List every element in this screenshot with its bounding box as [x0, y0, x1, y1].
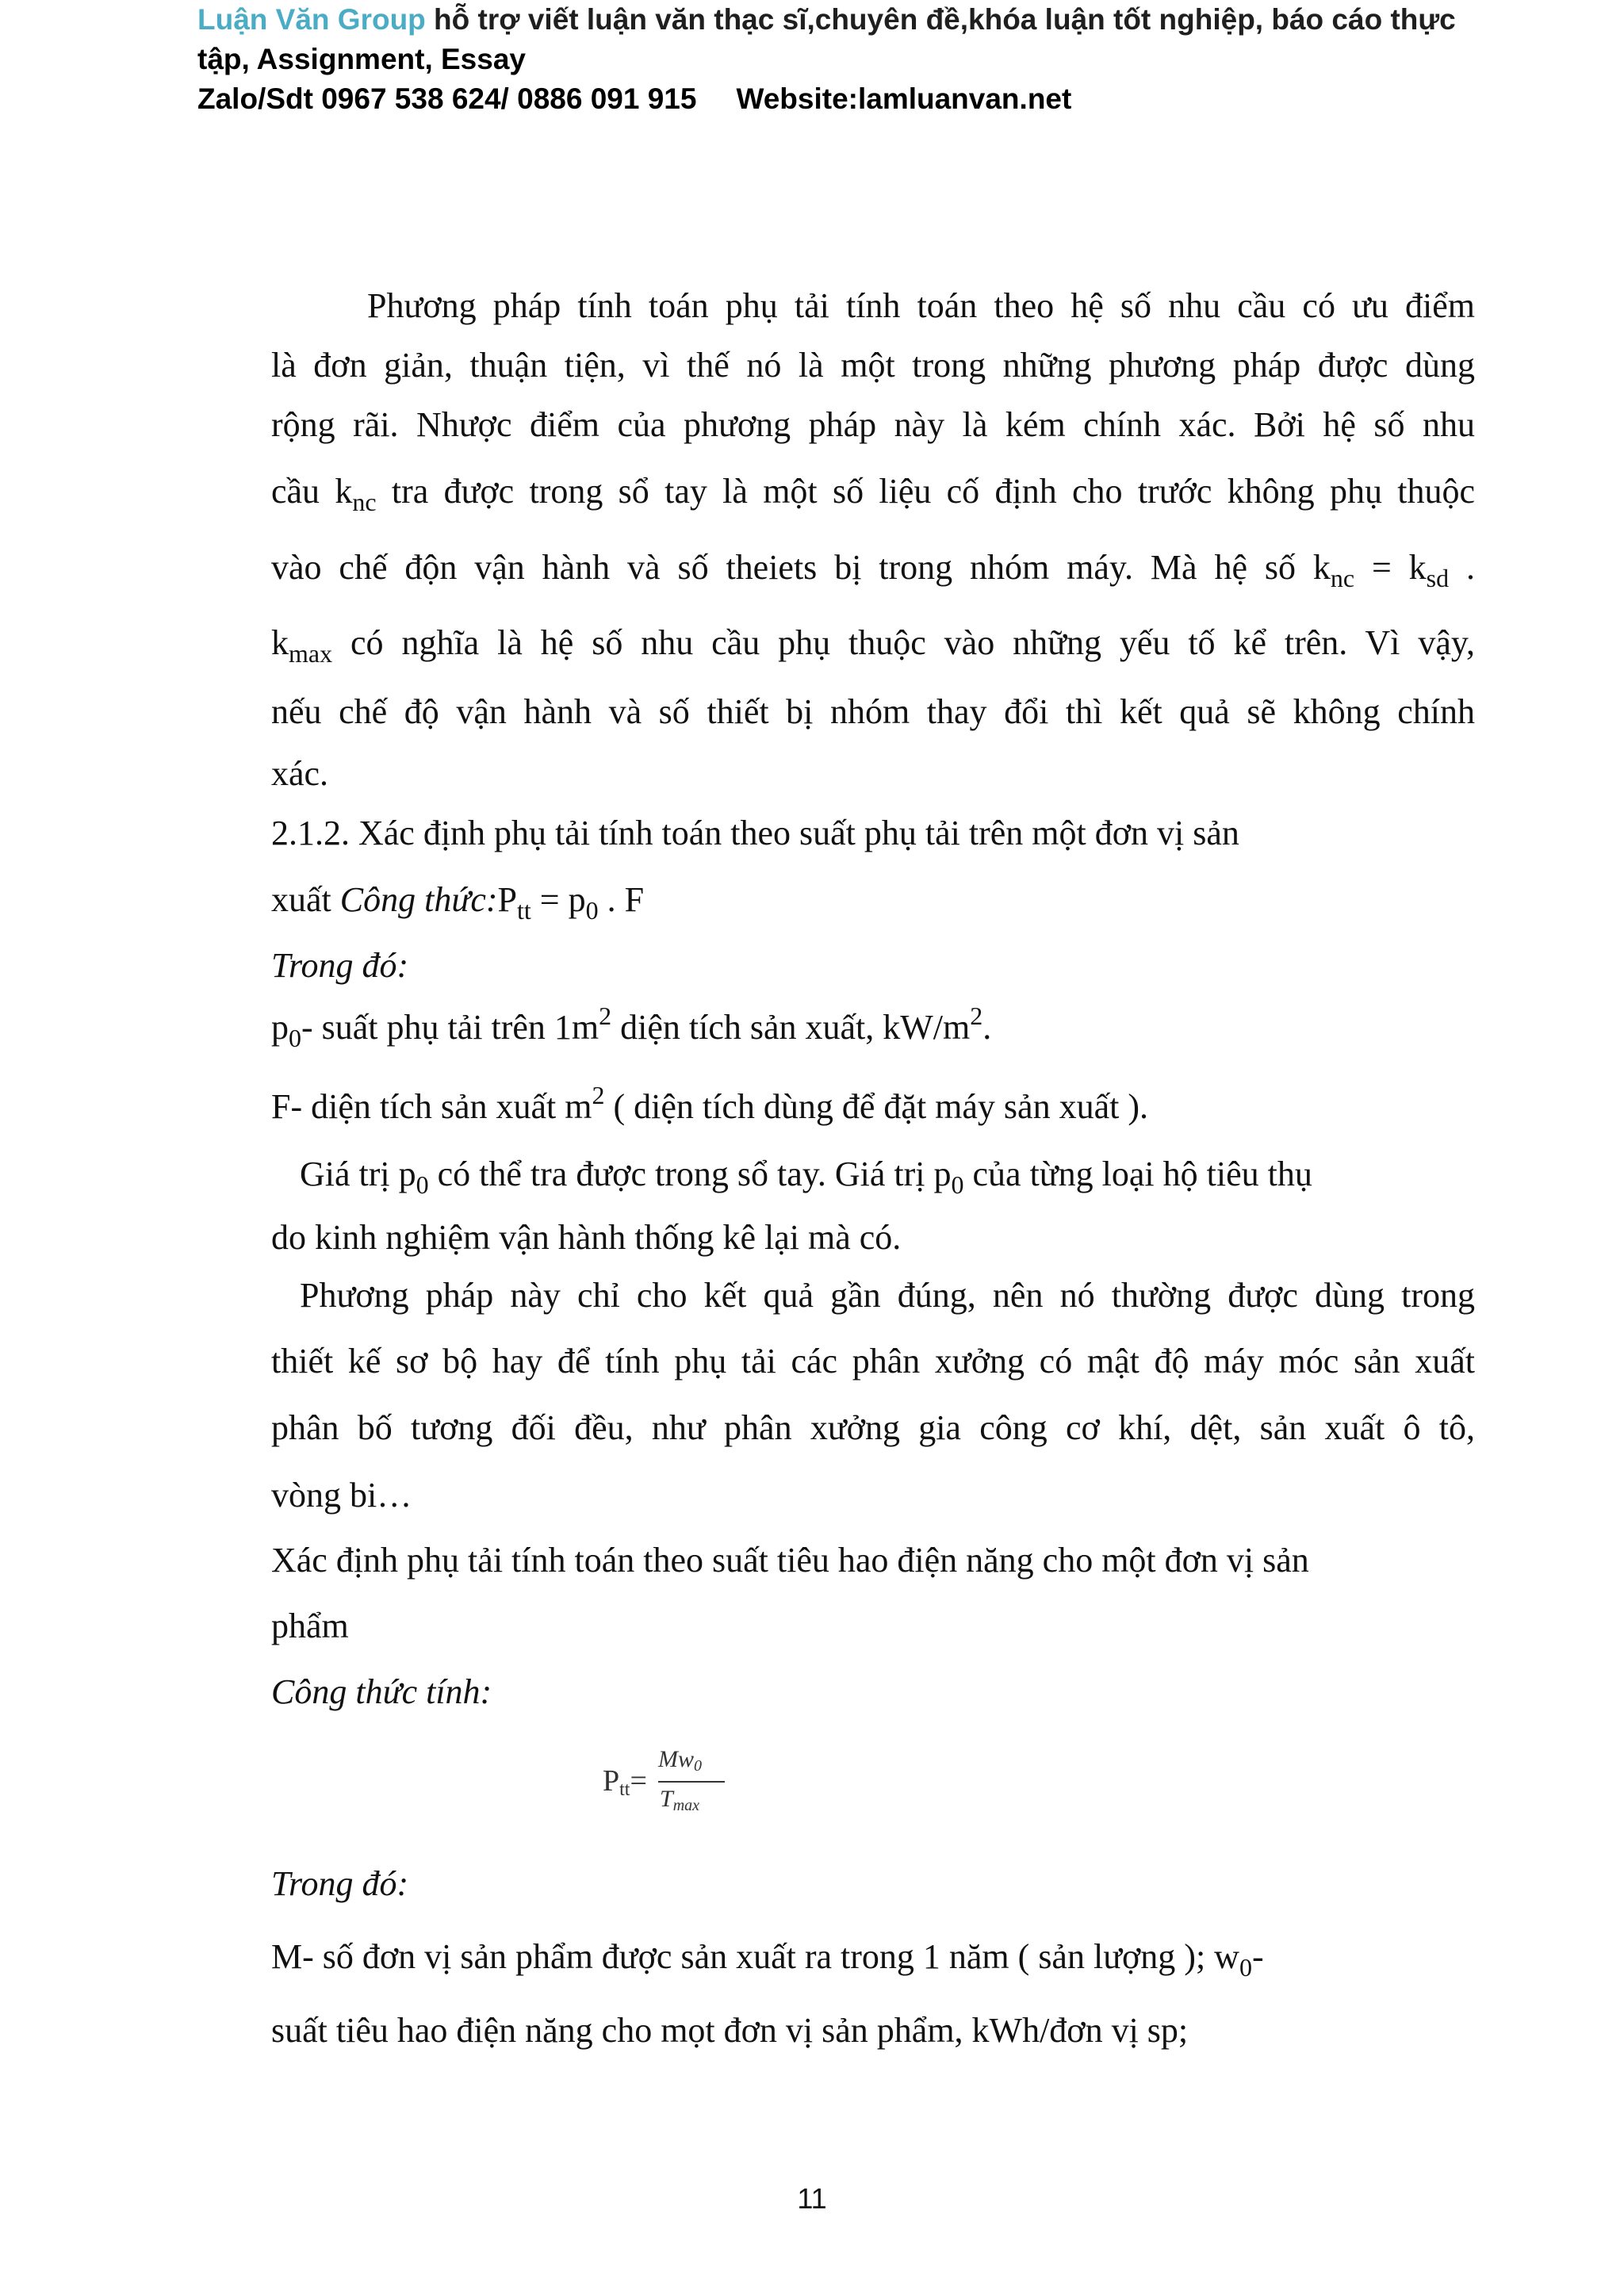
para1-line6: $k_{max}$ có nghĩa là hệ số nhu cầu phụ thuộc vào những yếu tố kể trên. Vì vậy, [271, 623, 1475, 668]
formula-numerator: $Mw_0$ [658, 1746, 702, 1775]
header-line-1 [197, 3, 1456, 36]
p0-value-line2: do kinh nghiệm vận hành thống kê lại mà có. [271, 1218, 902, 1257]
method-line3: phân bố tương đối đều, như phân xưởng gia công cơ khí, dệt, sản xuất ô tô, [271, 1408, 1475, 1447]
para1-line2: là đơn giản, thuận tiện, vì thế nó là một trong những phương pháp được dùng [271, 346, 1475, 385]
para1-line5: vào chế độn vận hành và số theiets bị trong nhóm máy. Mà hệ số $k_{nc} = k_{sd}$ . [271, 548, 1475, 592]
method-line1: Phương pháp này chỉ cho kết quả gần đúng, nên nó thường được dùng trong [300, 1276, 1475, 1315]
header-brand: Luận Văn Group [197, 3, 426, 36]
formula-lhs: $P_{tt}=$ [603, 1764, 647, 1800]
para1-line8: xác. [271, 754, 329, 793]
formula-fraction-bar [658, 1781, 725, 1783]
M-definition-line1: M- số đơn vị sản phẩm được sản xuất ra trong 1 năm ( sản lượng ); $w_0-$ [271, 1937, 1264, 1982]
header-line-2: tập, Assignment, Essay [197, 43, 526, 75]
p0-value-line1: Giá trị $p_0$ có thể tra được trong sổ tay. Giá trị $p_0$ của từng loại hộ tiêu thụ [300, 1155, 1312, 1199]
formula-denominator: $T_{max}$ [660, 1786, 700, 1814]
formula-label: Công thức tính: [271, 1672, 492, 1711]
where-label-2: Trong đó: [271, 1864, 409, 1903]
where-label-1: Trong đó: [271, 946, 409, 985]
para1-line7: nếu chế độ vận hành và số thiết bị nhóm thay đổi thì kết quả sẽ không chính [271, 692, 1475, 731]
F-definition: F- diện tích sản xuất $m^2$ ( diện tích dùng để đặt máy sản xuất ). [271, 1081, 1148, 1126]
para1-line4: cầu $k_{nc}$ tra được trong sổ tay là một số liệu cố định cho trước không phụ thuộc [271, 472, 1475, 516]
header-website: Website:lamluanvan.net [736, 82, 1072, 115]
para1-line1: Phương pháp tính toán phụ tải tính toán theo hệ số nhu cầu có ưu điểm [367, 286, 1475, 325]
header-tagline: hỗ trợ viết luận văn thạc sĩ,chuyên đề,khóa luận tốt nghiệp, báo cáo thực [425, 3, 1456, 36]
header-contact-line [197, 82, 1071, 116]
method-line2: thiết kế sơ bộ hay để tính phụ tải các phân xưởng có mật độ máy móc sản xuất [271, 1342, 1475, 1381]
header-phone: Zalo/Sdt 0967 538 624/ 0886 091 915 [197, 82, 697, 115]
section-2-1-2-heading: 2.1.2. Xác định phụ tải tính toán theo suất phụ tải trên một đơn vị sản [271, 814, 1239, 852]
energy-heading-line1: Xác định phụ tải tính toán theo suất tiêu hao điện năng cho một đơn vị sản [271, 1541, 1309, 1580]
M-definition-line2: suất tiêu hao điện năng cho mọt đơn vị sản phẩm, kWh/đơn vị sp; [271, 2011, 1189, 2050]
section-2-1-2-formula-line: xuất Công $thức:P_{tt} = p_0$ . F [271, 880, 645, 925]
para1-line3: rộng rãi. Nhược điểm của phương pháp này là kém chính xác. Bởi hệ số nhu [271, 405, 1475, 444]
p0-definition: $p_0-$ suất phụ tải trên $1m^2$ diện tích sản xuất, $kW/m^2$. [271, 1001, 992, 1052]
method-line4: vòng bi… [271, 1476, 412, 1515]
page-number: 11 [797, 2182, 827, 2215]
energy-heading-line2: phẩm [271, 1607, 349, 1645]
formula-ptt [603, 1746, 737, 1825]
